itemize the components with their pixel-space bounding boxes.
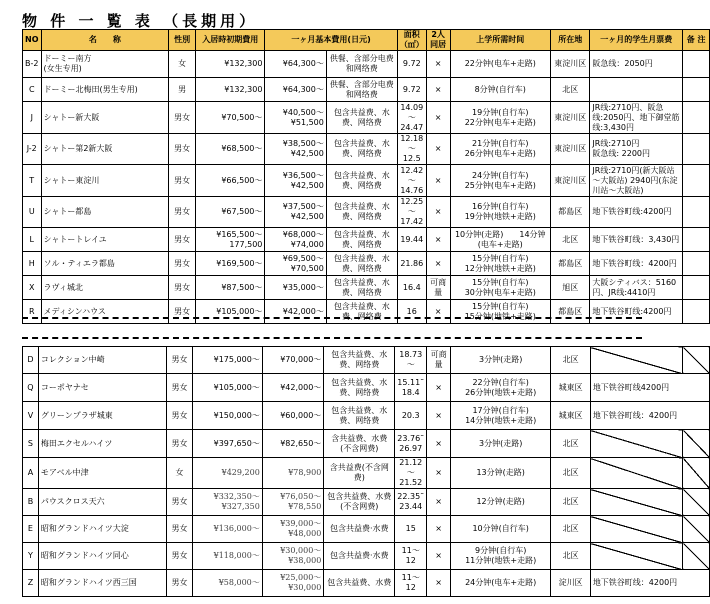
cell-area: 18.73 ～: [395, 347, 427, 374]
cell-includes: 包含共益费、水 费、网络费: [324, 402, 395, 430]
cell-includes: 包含共益费、水费 (不含网费): [324, 489, 395, 516]
cell-pass: [590, 78, 683, 102]
cell-gender: 男女: [166, 543, 193, 570]
cell-location: 東淀川区: [551, 165, 590, 197]
cell-area: 22.35˜ 23.44: [395, 489, 427, 516]
cell-monthly: ¥76,050～ ¥78,550: [262, 489, 324, 516]
cell-no: T: [23, 165, 42, 197]
header-no: NO: [23, 30, 42, 51]
header-initial: 入居時初期費用: [196, 30, 265, 51]
cell-note: [683, 430, 710, 458]
cell-includes: 包含共益费、水 费、网络费: [326, 300, 397, 324]
cell-note: [683, 134, 710, 165]
cell-includes: 包含共益费、水 费、网络费: [326, 165, 397, 197]
table-row: [23, 430, 710, 458]
cell-couple: ×: [427, 430, 451, 458]
cell-note: [683, 458, 710, 489]
cell-couple: ×: [426, 102, 450, 134]
cell-location: 東淀川区: [551, 102, 590, 134]
page-break-line: [22, 337, 642, 339]
cell-commute: 24分钟(自行车) 25分钟(电车+走路): [450, 165, 550, 197]
cell-monthly: ¥39,000～ ¥48,000: [262, 516, 324, 543]
cell-includes: 包含共益费·水费: [324, 543, 395, 570]
cell-name: モアベル中津: [38, 458, 166, 489]
cell-no: S: [23, 430, 39, 458]
cell-location: 淀川区: [551, 570, 590, 597]
cell-location: 北区: [551, 489, 590, 516]
cell-couple: ×: [427, 543, 451, 570]
table-body-top: [23, 51, 710, 324]
cell-note: [683, 252, 710, 276]
cell-initial: ¥58,000～: [193, 570, 262, 597]
cell-monthly: ¥69,500～ ¥70,500: [265, 252, 326, 276]
cell-pass: JR线:2710円(新大阪站～大阪站) 2940円(东淀川站～大阪站): [590, 165, 683, 197]
table-row: [23, 276, 710, 300]
cell-location: 城東区: [551, 374, 590, 402]
cell-includes: 包含共益费、水 费、网络费: [326, 134, 397, 165]
cell-area: 9.72: [397, 78, 426, 102]
cell-initial: ¥105,000～: [193, 374, 262, 402]
page-break-line: [22, 317, 642, 319]
table-row: [23, 51, 710, 78]
cell-couple: ×: [427, 516, 451, 543]
cell-area: 14.09 ～ 24.47: [397, 102, 426, 134]
cell-gender: 男女: [169, 165, 196, 197]
cell-couple: 可商量: [427, 347, 451, 374]
cell-location: 北区: [551, 228, 590, 252]
cell-area: 12.42 ～ 14.76: [397, 165, 426, 197]
cell-location: 都島区: [551, 197, 590, 228]
table-row: [23, 489, 710, 516]
table-row: [23, 516, 710, 543]
cell-commute: 22分钟(电车+走路): [450, 51, 550, 78]
cell-location: 北区: [551, 78, 590, 102]
cell-couple: ×: [426, 197, 450, 228]
cell-note: [683, 197, 710, 228]
cell-commute: 9分钟(自行车) 11分钟(地铁+走路): [450, 543, 550, 570]
cell-monthly: ¥37,500～ ¥42,500: [265, 197, 326, 228]
cell-pass: [590, 516, 682, 543]
cell-note: [683, 51, 710, 78]
table-row: [23, 570, 710, 597]
property-table-bottom: [22, 346, 710, 597]
cell-location: 北区: [551, 430, 590, 458]
cell-pass: 地下铁谷町线：4200円: [590, 402, 709, 430]
cell-monthly: ¥30,000～ ¥38,000: [262, 543, 324, 570]
cell-name: コーポヤナセ: [38, 374, 166, 402]
cell-name: ドーミー南方 (女生专用): [41, 51, 169, 78]
cell-monthly: ¥38,500～ ¥42,500: [265, 134, 326, 165]
cell-commute: 16分钟(自行车) 19分钟(地铁+走路): [450, 197, 550, 228]
cell-name: パウスクロス天六: [38, 489, 166, 516]
cell-commute: 8分钟(自行车): [450, 78, 550, 102]
cell-pass: 地下铁谷町线:4200円: [590, 197, 683, 228]
table-row: [23, 78, 710, 102]
cell-pass: 地下铁谷町线:4200円: [590, 300, 683, 324]
cell-location: 都島区: [551, 252, 590, 276]
cell-commute: 22分钟(自行车) 26分钟(地铁+走路): [450, 374, 550, 402]
cell-initial: ¥132,300: [196, 51, 265, 78]
cell-area: 11～12: [395, 543, 427, 570]
cell-location: 旭区: [551, 276, 590, 300]
cell-note: [683, 347, 710, 374]
cell-no: U: [23, 197, 42, 228]
cell-commute: 10分钟(自行车): [450, 516, 550, 543]
cell-name: 昭和グランドハイツ大淀: [38, 516, 166, 543]
cell-pass: [590, 430, 682, 458]
property-table-top: [22, 29, 710, 324]
cell-initial: ¥105,000～: [196, 300, 265, 324]
cell-no: X: [23, 276, 42, 300]
cell-includes: 包含共益费、水 费、网络费: [326, 252, 397, 276]
cell-gender: 男女: [166, 489, 193, 516]
header-note: 备 注: [683, 30, 710, 51]
cell-pass: JR线:2710円 阪急线: 2200円: [590, 134, 683, 165]
cell-monthly: ¥40,500～ ¥51,500: [265, 102, 326, 134]
cell-name: 昭和グランドハイツ西三国: [38, 570, 166, 597]
cell-name: シャトー新大阪: [41, 102, 169, 134]
cell-area: 11～12: [395, 570, 427, 597]
cell-name: 昭和グランドハイツ同心: [38, 543, 166, 570]
cell-couple: 可商量: [426, 276, 450, 300]
cell-pass: [590, 489, 682, 516]
cell-name: ラヴィ城北: [41, 276, 169, 300]
cell-couple: ×: [426, 165, 450, 197]
cell-couple: ×: [426, 51, 450, 78]
cell-area: 15.11˜ 18.4: [395, 374, 427, 402]
cell-includes: 包含共益费、水 费、网络费: [326, 197, 397, 228]
cell-couple: ×: [427, 374, 451, 402]
cell-initial: ¥68,500～: [196, 134, 265, 165]
cell-commute: 12分钟(走路): [450, 489, 550, 516]
cell-includes: 含共益费、水费 (不含网费): [324, 430, 395, 458]
cell-pass: 地下铁谷町线4200円: [590, 374, 709, 402]
cell-couple: ×: [427, 402, 451, 430]
cell-location: 北区: [551, 458, 590, 489]
cell-name: シャトー都島: [41, 197, 169, 228]
cell-monthly: ¥78,900: [262, 458, 324, 489]
cell-area: 12.18 ～12.5: [397, 134, 426, 165]
cell-note: [683, 489, 710, 516]
table-row: [23, 228, 710, 252]
cell-gender: 男女: [166, 516, 193, 543]
cell-initial: ¥169,500～: [196, 252, 265, 276]
cell-monthly: ¥36,500～ ¥42,500: [265, 165, 326, 197]
cell-initial: ¥118,000～: [193, 543, 262, 570]
cell-pass: 地下铁谷町线：3,430円: [590, 228, 683, 252]
cell-no: J: [23, 102, 42, 134]
cell-gender: 男女: [169, 228, 196, 252]
cell-commute: 3分钟(走路): [450, 347, 550, 374]
cell-gender: 男: [169, 78, 196, 102]
cell-includes: 包含共益费、水 费、网络费: [326, 102, 397, 134]
cell-no: R: [23, 300, 42, 324]
cell-monthly: ¥35,000～: [265, 276, 326, 300]
table-row: [23, 252, 710, 276]
cell-monthly: ¥68,000～ ¥74,000: [265, 228, 326, 252]
cell-location: 北区: [551, 347, 590, 374]
cell-pass: 地下铁谷町线：4200円: [590, 252, 683, 276]
cell-initial: ¥397,650～: [193, 430, 262, 458]
cell-pass: JR线:2710円、阪急线:2050円、地下御堂筋线:3,430円: [590, 102, 683, 134]
cell-includes: 含共益费(不含网 费): [324, 458, 395, 489]
cell-gender: 女: [169, 51, 196, 78]
cell-initial: ¥67,500～: [196, 197, 265, 228]
cell-location: 城東区: [551, 402, 590, 430]
cell-initial: ¥66,500～: [196, 165, 265, 197]
table-row: [23, 458, 710, 489]
cell-note: [683, 78, 710, 102]
cell-location: 北区: [551, 516, 590, 543]
cell-commute: 19分钟(自行车) 22分钟(电车+走路): [450, 102, 550, 134]
cell-note: [683, 228, 710, 252]
cell-name: ドーミー北梅田(男生专用): [41, 78, 169, 102]
cell-initial: ¥165,500～ 177,500: [196, 228, 265, 252]
cell-location: 東淀川区: [551, 134, 590, 165]
table-row: [23, 374, 710, 402]
cell-couple: ×: [427, 570, 451, 597]
table-row: [23, 347, 710, 374]
cell-gender: 男女: [169, 300, 196, 324]
cell-gender: 男女: [169, 134, 196, 165]
table-row: [23, 300, 710, 324]
cell-no: E: [23, 516, 39, 543]
cell-monthly: ¥82,650～: [262, 430, 324, 458]
cell-name: シャトートレイユ: [41, 228, 169, 252]
cell-initial: ¥150,000～: [193, 402, 262, 430]
cell-gender: 男女: [166, 430, 193, 458]
cell-initial: ¥70,500～: [196, 102, 265, 134]
cell-commute: 15分钟(自行车) 15分钟(地铁+走路): [450, 300, 550, 324]
cell-name: 梅田エクセルハイツ: [38, 430, 166, 458]
cell-pass: [590, 347, 682, 374]
cell-commute: 3分钟(走路): [450, 430, 550, 458]
cell-location: 東淀川区: [551, 51, 590, 78]
cell-note: [683, 102, 710, 134]
cell-no: B: [23, 489, 39, 516]
cell-couple: ×: [426, 228, 450, 252]
cell-initial: ¥175,000～: [193, 347, 262, 374]
cell-gender: 男女: [169, 102, 196, 134]
cell-name: コレクション中崎: [38, 347, 166, 374]
cell-initial: ¥332,350～ ¥327,350: [193, 489, 262, 516]
cell-couple: ×: [427, 489, 451, 516]
cell-includes: 供餐、含部分电费 和网络费: [326, 51, 397, 78]
header-name: 名 称: [41, 30, 169, 51]
cell-initial: ¥429,200: [193, 458, 262, 489]
cell-commute: 15分钟(自行车) 12分钟(地铁+走路): [450, 252, 550, 276]
cell-includes: 包含共益费、水 费、网络费: [326, 228, 397, 252]
cell-no: J-2: [23, 134, 42, 165]
cell-monthly: ¥64,300～: [265, 78, 326, 102]
cell-no: Q: [23, 374, 39, 402]
cell-couple: ×: [426, 300, 450, 324]
cell-gender: 男女: [166, 347, 193, 374]
header-monthly: 一ヶ月基本費用(日元): [265, 30, 397, 51]
cell-pass: [590, 458, 682, 489]
cell-gender: 男女: [166, 570, 193, 597]
cell-includes: 供餐、含部分电费 和网络费: [326, 78, 397, 102]
cell-area: 9.72: [397, 51, 426, 78]
cell-couple: ×: [426, 134, 450, 165]
cell-couple: ×: [426, 252, 450, 276]
cell-gender: 男女: [169, 197, 196, 228]
cell-no: L: [23, 228, 42, 252]
cell-includes: 包含共益费、水 费、网络费: [326, 276, 397, 300]
cell-pass: 地下铁谷町线：4200円: [590, 570, 709, 597]
cell-name: グリーンプラザ城東: [38, 402, 166, 430]
cell-area: 21.86: [397, 252, 426, 276]
cell-commute: 17分钟(自行车) 14分钟(地铁+走路): [450, 402, 550, 430]
cell-initial: ¥132,300: [196, 78, 265, 102]
cell-no: C: [23, 78, 42, 102]
cell-monthly: ¥25,000～ ¥30,000: [262, 570, 324, 597]
cell-couple: ×: [426, 78, 450, 102]
cell-gender: 男女: [169, 252, 196, 276]
cell-note: [683, 165, 710, 197]
cell-monthly: ¥60,000～: [262, 402, 324, 430]
cell-no: V: [23, 402, 39, 430]
table-row: [23, 402, 710, 430]
cell-monthly: ¥42,000～: [265, 300, 326, 324]
cell-couple: ×: [427, 458, 451, 489]
cell-no: A: [23, 458, 39, 489]
cell-no: B-2: [23, 51, 42, 78]
cell-pass: 阪急线：2050円: [590, 51, 683, 78]
table-row: [23, 165, 710, 197]
cell-note: [683, 516, 710, 543]
cell-includes: 包含共益费、水费: [324, 570, 395, 597]
cell-note: [683, 276, 710, 300]
cell-area: 21.12 ～ 21.52: [395, 458, 427, 489]
cell-monthly: ¥42,000～: [262, 374, 324, 402]
table-row: [23, 197, 710, 228]
cell-gender: 男女: [166, 374, 193, 402]
cell-pass: [590, 543, 682, 570]
cell-name: シャトー東淀川: [41, 165, 169, 197]
cell-gender: 男女: [166, 402, 193, 430]
page-title: 物 件 一 覧 表 （長期用）: [22, 12, 259, 30]
cell-location: 都島区: [551, 300, 590, 324]
cell-area: 19.44: [397, 228, 426, 252]
cell-commute: 10分钟(走路) 14分钟(电车+走路): [450, 228, 550, 252]
cell-area: 15: [395, 516, 427, 543]
header-couple: 2人 同居: [426, 30, 450, 51]
header-gender: 性別: [169, 30, 196, 51]
cell-includes: 包含共益费·水费: [324, 516, 395, 543]
table-body-bottom: [23, 347, 710, 597]
cell-name: ソル・ティエラ都島: [41, 252, 169, 276]
cell-includes: 包含共益费、水 费、网络费: [324, 347, 395, 374]
cell-monthly: ¥70,000～: [262, 347, 324, 374]
table-row: [23, 102, 710, 134]
cell-area: 20.3: [395, 402, 427, 430]
header-commute: 上学所需时间: [450, 30, 550, 51]
cell-pass: 大阪シティバス：5160円、JR线:4410円: [590, 276, 683, 300]
table-row: [23, 543, 710, 570]
table-row: [23, 134, 710, 165]
cell-commute: 15分钟(自行车) 30分钟(电车+走路): [450, 276, 550, 300]
cell-gender: 女: [166, 458, 193, 489]
cell-area: 12.25 ～ 17.42: [397, 197, 426, 228]
cell-area: 16.4: [397, 276, 426, 300]
header-row: [23, 30, 710, 51]
cell-no: D: [23, 347, 39, 374]
cell-name: シャトー第2新大阪: [41, 134, 169, 165]
cell-name: メディシンハウス: [41, 300, 169, 324]
cell-no: Z: [23, 570, 39, 597]
cell-gender: 男女: [169, 276, 196, 300]
cell-no: Y: [23, 543, 39, 570]
cell-location: 北区: [551, 543, 590, 570]
header-area: 面积（㎡）: [397, 30, 426, 51]
cell-note: [683, 300, 710, 324]
cell-commute: 24分钟(电车+走路): [450, 570, 550, 597]
cell-commute: 21分钟(自行车) 26分钟(电车+走路): [450, 134, 550, 165]
cell-area: 16: [397, 300, 426, 324]
cell-note: [683, 543, 710, 570]
cell-initial: ¥87,500～: [196, 276, 265, 300]
cell-area: 23.76˜ 26.97: [395, 430, 427, 458]
cell-monthly: ¥64,300～: [265, 51, 326, 78]
cell-commute: 13分钟(走路): [450, 458, 550, 489]
cell-includes: 包含共益费、水 费、网络费: [324, 374, 395, 402]
cell-no: H: [23, 252, 42, 276]
cell-initial: ¥136,000～: [193, 516, 262, 543]
header-pass: 一ヶ月的学生月票费: [590, 30, 683, 51]
header-location: 所在地: [551, 30, 590, 51]
